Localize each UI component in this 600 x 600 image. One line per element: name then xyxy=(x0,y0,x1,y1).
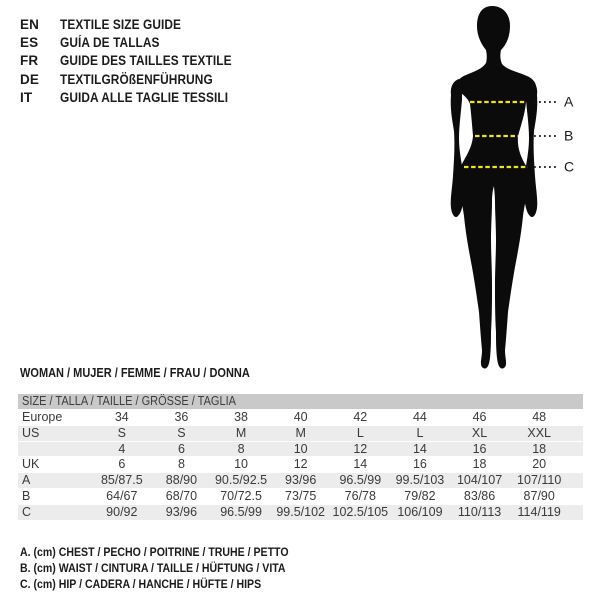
size-row-label: US xyxy=(22,425,40,440)
size-cell: 16 xyxy=(412,457,427,472)
size-cell: 20 xyxy=(532,457,547,472)
footnotes xyxy=(20,545,325,594)
size-table-row xyxy=(18,410,583,426)
language-row xyxy=(20,15,255,33)
size-cell: 76/78 xyxy=(344,488,376,503)
size-cell: 114/119 xyxy=(517,504,561,519)
size-cell: 73/75 xyxy=(285,488,317,503)
size-cell: M xyxy=(235,425,247,440)
size-table xyxy=(18,394,583,521)
language-title: GUIDE DES TAILLES TEXTILE xyxy=(60,53,232,69)
size-cell: 12 xyxy=(353,441,368,456)
section-title-text: WOMAN / MUJER / FEMME / FRAU / DONNA xyxy=(20,366,250,380)
size-cell: 34 xyxy=(114,410,129,424)
language-title: GUIDA ALLE TAGLIE TESSILI xyxy=(60,90,229,106)
size-cell: 18 xyxy=(532,441,547,456)
size-cell: 83/86 xyxy=(463,488,496,503)
size-table-row xyxy=(18,442,583,458)
size-cell: 106/109 xyxy=(397,504,443,519)
size-table-row xyxy=(18,457,583,473)
size-table-row xyxy=(18,473,583,489)
woman-silhouette-figure xyxy=(430,0,600,380)
size-table-header-text: SIZE / TALLA / TAILLE / GRÖSSE / TAGLIA xyxy=(22,394,236,408)
size-cell: 107/110 xyxy=(517,473,562,488)
size-cell: 4 xyxy=(118,441,126,456)
size-cell: 14 xyxy=(412,441,427,456)
language-code: DE xyxy=(20,71,39,87)
size-table-row xyxy=(18,505,583,521)
size-cell: 96.5/99 xyxy=(220,504,262,519)
size-cell: 6 xyxy=(177,441,185,456)
size-cell: 90/92 xyxy=(106,504,138,519)
size-cell: M xyxy=(295,425,306,440)
size-row-label: A xyxy=(22,473,31,488)
footnote-line xyxy=(20,577,325,593)
size-row-label: UK xyxy=(22,457,40,472)
size-cell: 14 xyxy=(353,457,368,472)
size-cell: 10 xyxy=(293,441,308,456)
size-cell: 38 xyxy=(234,410,249,424)
language-row xyxy=(20,89,255,107)
size-cell: L xyxy=(356,425,364,440)
language-code: EN xyxy=(20,16,39,32)
size-cell: 68/70 xyxy=(165,488,198,503)
language-row xyxy=(20,70,255,88)
size-cell: 99.5/103 xyxy=(395,473,445,488)
size-cell: L xyxy=(416,425,424,440)
size-row-label xyxy=(18,442,92,457)
left-arm-path xyxy=(451,79,465,217)
size-cell: 93/96 xyxy=(285,473,317,488)
size-cell: S xyxy=(117,425,126,440)
size-cell: 90.5/92.5 xyxy=(214,473,268,488)
language-row xyxy=(20,52,255,70)
language-list xyxy=(20,15,255,107)
size-cell: XXL xyxy=(527,425,551,440)
footnote-line xyxy=(20,561,325,577)
size-cell: 8 xyxy=(177,457,185,472)
size-cell: 96.5/99 xyxy=(339,473,382,488)
marker-label-c: C xyxy=(564,158,575,175)
size-cell: 6 xyxy=(118,457,126,472)
size-table-row xyxy=(18,489,583,505)
size-cell: 36 xyxy=(174,410,189,424)
size-row-label: B xyxy=(22,488,31,503)
size-cell: 88/90 xyxy=(165,473,198,488)
size-cell: S xyxy=(177,425,186,440)
size-cell: 70/72.5 xyxy=(220,488,262,503)
size-cell: 110/113 xyxy=(457,504,502,519)
size-cell: 48 xyxy=(532,410,547,424)
footnote-text: A. (cm) CHEST / PECHO / POITRINE / TRUHE / PETTO xyxy=(20,545,289,559)
size-cell: XL xyxy=(471,425,488,440)
size-cell: 64/67 xyxy=(106,488,138,503)
language-code: FR xyxy=(20,53,39,69)
size-cell: 79/82 xyxy=(404,488,436,503)
size-cell: 93/96 xyxy=(165,504,198,519)
size-cell: 102.5/105 xyxy=(332,504,389,519)
size-table-header xyxy=(18,394,583,410)
size-cell: 87/90 xyxy=(523,488,555,503)
language-row xyxy=(20,33,255,51)
marker-label-b: B xyxy=(564,127,574,144)
language-title: GUÍA DE TALLAS xyxy=(60,35,160,51)
size-cell: 10 xyxy=(234,457,249,472)
size-cell: 85/87.5 xyxy=(100,473,143,488)
size-cell: 12 xyxy=(293,457,308,472)
size-cell: 16 xyxy=(472,441,487,456)
size-table-body xyxy=(18,410,583,521)
section-title xyxy=(20,366,281,380)
language-title: TEXTILE SIZE GUIDE xyxy=(60,16,182,32)
footnote-text: C. (cm) HIP / CADERA / HANCHE / HÜFTE / HIPS xyxy=(20,577,262,592)
size-row-label: Europe xyxy=(22,410,63,424)
size-table-row xyxy=(18,426,583,442)
size-cell: 40 xyxy=(293,410,308,424)
size-cell: 42 xyxy=(353,410,368,424)
size-cell: 104/107 xyxy=(456,473,503,488)
language-code: ES xyxy=(20,35,39,51)
size-cell: 99.5/102 xyxy=(276,504,326,519)
size-cell: 44 xyxy=(412,410,427,424)
size-cell: 18 xyxy=(472,457,487,472)
language-title: TEXTILGRÖßENFÜHRUNG xyxy=(60,71,213,87)
size-cell: 8 xyxy=(237,441,245,456)
size-cell: 46 xyxy=(472,410,487,424)
footnote-line xyxy=(20,545,325,561)
language-code: IT xyxy=(20,90,33,106)
footnote-text: B. (cm) WAIST / CINTURA / TAILLE / HÜFTUNG / VITA xyxy=(20,561,286,576)
marker-label-a: A xyxy=(564,93,574,110)
size-row-label: C xyxy=(22,504,32,519)
